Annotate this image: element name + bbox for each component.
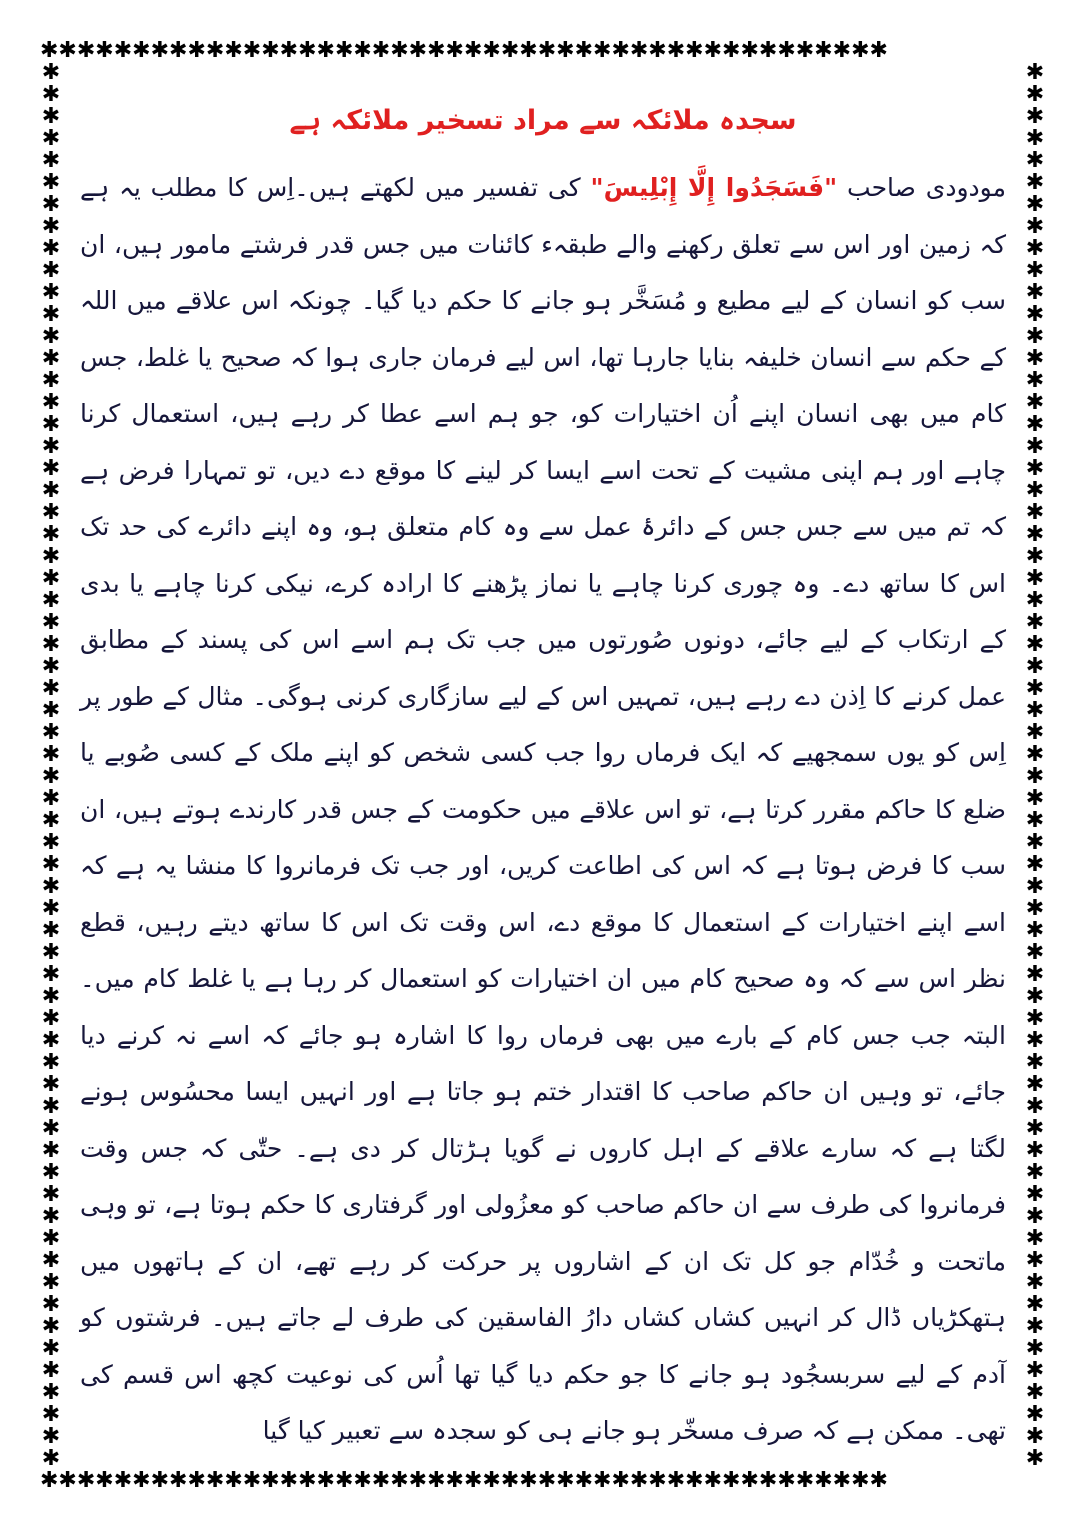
- article-content: [80, 96, 1006, 1460]
- quoted-verse: "فَسَجَدُوا إِلَّا إِبْلِيسَ": [590, 173, 838, 202]
- body-paragraph: [80, 160, 1006, 1460]
- page-title: سجدہ ملائکہ سے مراد تسخیر ملائکہ ہے: [289, 105, 797, 136]
- paragraph-intro: مودودی صاحب: [837, 173, 1006, 202]
- paragraph-body: کی تفسیر میں لکھتے ہیں۔اِس کا مطلب یہ ہے کہ زمین اور اس سے تعلق رکھنے والے طبقہء کائنات میں جس قدر فرشتے مامور ہیں، ان سب کو انسان کے لیے مطیع و مُسَخَّر ہو جانے کا حکم دیا گیا۔ چونکہ اس علاقے میں اللہ کے حکم سے انسان خلیفہ بنایا جارہا تھا، اس لیے فرمان جاری ہوا کہ صحیح یا غلط، جس کام میں بھی انسان اپنے اُن اختیارات کو، جو ہم اسے عطا کر رہے ہیں، استعمال کرنا چاہے اور ہم اپنی مشیت کے تحت اسے ایسا کر لینے کا موقع دے دیں، تو تمہارا فرض ہے کہ تم میں سے جس جس کے دائرۂ عمل سے وہ کام متعلق ہو، وہ اپنے دائرے کی حد تک اس کا ساتھ دے۔ وہ چوری کرنا چاہے یا نماز پڑھنے کا ارادہ کرے، نیکی کرنا چاہے یا بدی کے ارتکاب کے لیے جائے، دونوں صُورتوں میں جب تک ہم اسے اس کی پسند کے مطابق عمل کرنے کا اِذن دے رہے ہیں، تمہیں اس کے لیے سازگاری کرنی ہوگی۔ مثال کے طور پر اِس کو یوں سمجھیے کہ ایک فرماں روا جب کسی شخص کو اپنے ملک کے کسی صُوبے یا ضلع کا حاکم مقرر کرتا ہے، تو اس علاقے میں حکومت کے جس قدر کارندے ہوتے ہیں، ان سب کا فرض ہوتا ہے کہ اس کی اطاعت کریں، اور جب تک فرمانروا کا منشا یہ ہے کہ اسے اپنے اختیارات کے استعمال کا موقع دے، اس وقت تک اس کا ساتھ دیتے رہیں، قطع نظر اس سے کہ وہ صحیح کام میں ان اختیارات کو استعمال کر رہا ہے یا غلط کام میں۔ البتہ جب جس کام کے بارے میں بھی فرماں روا کا اشارہ ہو جائے کہ اسے نہ کرنے دیا جائے، تو وہیں ان حاکم صاحب کا اقتدار ختم ہو جاتا ہے اور انہیں ایسا محسُوس ہونے لگتا ہے کہ سارے علاقے کے اہل کاروں نے گویا ہڑتال کر دی ہے۔ حتّٰی کہ جس وقت فرمانروا کی طرف سے ان حاکم صاحب کو معزُولی اور گرفتاری کا حکم ہوتا ہے، تو وہی ماتحت و خُدّام جو کل تک ان کے اشاروں پر حرکت کر رہے تھے، ان کے ہاتھوں میں ہتھکڑیاں ڈال کر انہیں کشاں کشاں دارُ الفاسقین کی طرف لے جاتے ہیں۔ فرشتوں کو آدم کے لیے سربسجُود ہو جانے کا جو حکم دیا گیا تھا اُس کی نوعیت کچھ اس قسم کی تھی۔ ممکن ہے کہ صرف مسخّر ہو جانے ہی کو سجدہ سے تعبیر کیا گیا: [80, 173, 1006, 1445]
- asterisk-border-right: ✱✱✱✱✱✱✱✱✱✱✱✱✱✱✱✱✱✱✱✱✱✱✱✱✱✱✱✱✱✱✱✱✱✱✱✱✱✱✱✱✱✱✱✱✱✱✱✱✱✱✱✱✱✱✱✱✱✱✱✱✱✱✱✱: [1025, 62, 1045, 1470]
- asterisk-border-left: ✱✱✱✱✱✱✱✱✱✱✱✱✱✱✱✱✱✱✱✱✱✱✱✱✱✱✱✱✱✱✱✱✱✱✱✱✱✱✱✱✱✱✱✱✱✱✱✱✱✱✱✱✱✱✱✱✱✱✱✱✱✱✱✱: [41, 62, 61, 1470]
- asterisk-border-bottom: ✱✱✱✱✱✱✱✱✱✱✱✱✱✱✱✱✱✱✱✱✱✱✱✱✱✱✱✱✱✱✱✱✱✱✱✱✱✱✱✱✱✱✱✱✱✱: [40, 1470, 888, 1492]
- asterisk-border-top: ✱✱✱✱✱✱✱✱✱✱✱✱✱✱✱✱✱✱✱✱✱✱✱✱✱✱✱✱✱✱✱✱✱✱✱✱✱✱✱✱✱✱✱✱✱✱: [40, 40, 888, 62]
